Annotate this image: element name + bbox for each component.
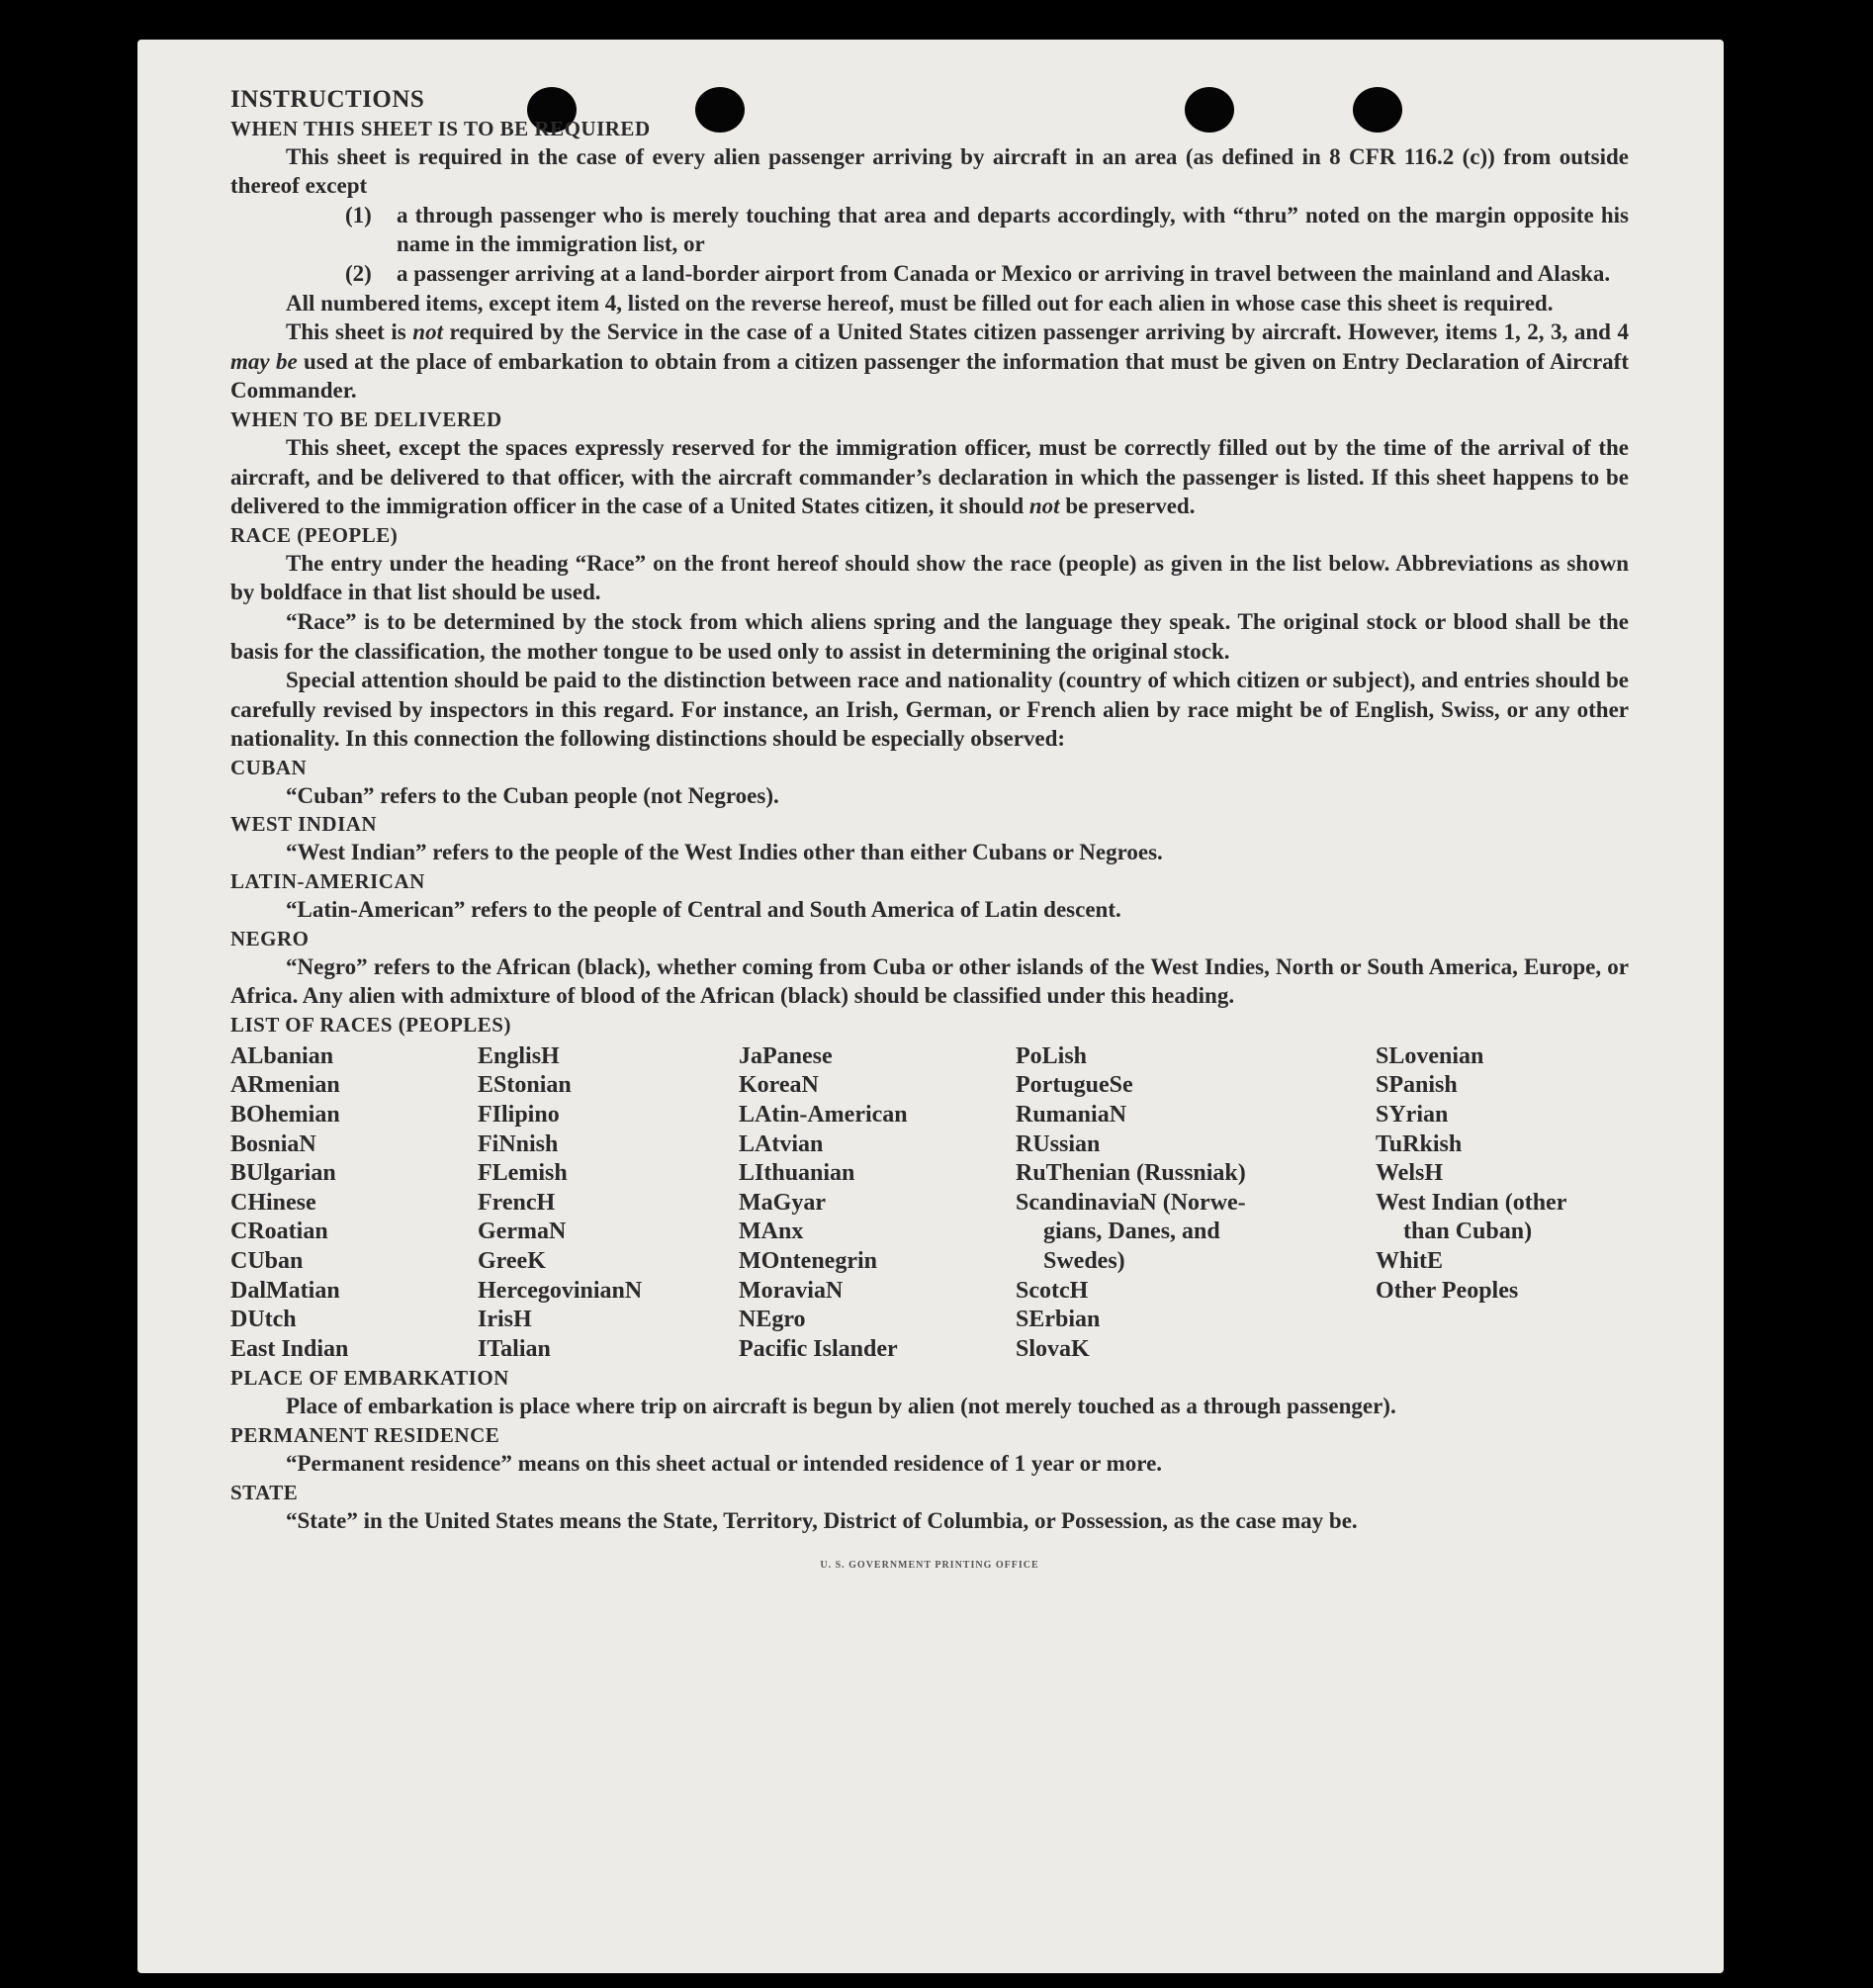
race-entry: DalMatian bbox=[230, 1277, 340, 1304]
race-entry: NEgro bbox=[739, 1307, 806, 1333]
embarkation-text: Place of embarkation is place where trip on aircraft is begun by alien (not merely touched as a through passenger). bbox=[286, 1394, 1396, 1419]
race-entry: KoreaN bbox=[739, 1072, 819, 1099]
race-entry: IrisH bbox=[478, 1307, 532, 1333]
race-entry: LAtvian bbox=[739, 1130, 824, 1157]
race-entry: BosniaN bbox=[230, 1130, 316, 1157]
race-entry: MOntenegrin bbox=[739, 1248, 877, 1274]
race-entry: Other Peoples bbox=[1376, 1277, 1519, 1304]
instructions-body bbox=[230, 85, 1629, 1581]
race-entry: EStonian bbox=[478, 1072, 572, 1099]
race-entry: CUban bbox=[230, 1248, 304, 1274]
race-entry: SLovenian bbox=[1376, 1042, 1484, 1069]
race-entry: WhitE bbox=[1376, 1248, 1444, 1274]
race-entry: LAtin-American bbox=[739, 1102, 908, 1129]
race-entry: SErbian bbox=[1016, 1307, 1101, 1333]
state-text: “State” in the United States means the State, Territory, District of Columbia, or Possession, as the case may be. bbox=[286, 1507, 1358, 1533]
distinction-text: “Latin-American” refers to the people of Central and South America of Latin descent. bbox=[286, 897, 1121, 923]
race-entry: EnglisH bbox=[478, 1042, 560, 1069]
race-entry: TuRkish bbox=[1376, 1130, 1463, 1157]
race-entry: than Cuban) bbox=[1403, 1219, 1533, 1245]
exception-item bbox=[345, 201, 1629, 259]
race-entry: West Indian (other bbox=[1376, 1189, 1567, 1216]
race-entry: GermaN bbox=[478, 1219, 567, 1245]
exception-text: a through passenger who is merely touching that area and departs accordingly, with “thru” noted on the margin opposite his name in the immigration list, or bbox=[397, 202, 1629, 257]
race-entry: East Indian bbox=[230, 1335, 349, 1362]
race-entry: FIlipino bbox=[478, 1102, 560, 1129]
race-entry: RUssian bbox=[1016, 1130, 1101, 1157]
distinction-text: “West Indian” refers to the people of the West Indies other than either Cubans or Negroes. bbox=[286, 840, 1163, 865]
race-paragraph: The entry under the heading “Race” on the front hereof should show the race (people) as given in the list below. Abbreviations as shown by boldface in that list should be used. bbox=[230, 550, 1629, 605]
section-heading: WHEN TO BE DELIVERED bbox=[230, 407, 502, 431]
race-entry: CHinese bbox=[230, 1189, 316, 1216]
exception-number: (2) bbox=[345, 260, 372, 286]
race-entry: MoraviaN bbox=[739, 1277, 844, 1304]
race-entry: ALbanian bbox=[230, 1042, 334, 1069]
items-paragraph: All numbered items, except item 4, listed on the reverse hereof, must be filled out for each alien in whose case this sheet is required. bbox=[286, 290, 1554, 316]
race-entry: PoLish bbox=[1016, 1042, 1088, 1069]
citizen-paragraph: This sheet is not required by the Service in the case of a United States citizen passenger arriving by aircraft. However, items 1, 2, 3, and 4 may be used at the place of embarkation to obtain from a citizen passenger the information that must be given on Entry Declaration of Aircraft Commander. bbox=[230, 319, 1629, 404]
races-column bbox=[230, 1042, 478, 1365]
document-sheet bbox=[137, 40, 1724, 1973]
race-entry: Swedes) bbox=[1043, 1248, 1125, 1274]
race-entry: BUlgarian bbox=[230, 1160, 336, 1187]
race-entry: FrencH bbox=[478, 1189, 556, 1216]
race-entry: LIthuanian bbox=[739, 1160, 855, 1187]
race-paragraph: “Race” is to be determined by the stock from which aliens spring and the language they speak. The original stock or blood shall be the basis for the classification, the mother tongue to be used only to assist in determining the original stock. bbox=[230, 608, 1629, 664]
section-heading: LIST OF RACES (PEOPLES) bbox=[230, 1012, 511, 1037]
races-column bbox=[739, 1042, 1016, 1365]
race-entry: RuThenian (Russniak) bbox=[1016, 1160, 1246, 1187]
race-entry: FiNnish bbox=[478, 1130, 559, 1157]
section-heading: PERMANENT RESIDENCE bbox=[230, 1422, 500, 1447]
section-heading: STATE bbox=[230, 1480, 299, 1504]
race-entry: ScotcH bbox=[1016, 1277, 1089, 1304]
distinction-text: “Negro” refers to the African (black), whether coming from Cuba or other islands of the West Indies, North or South America, Europe, or Africa. Any alien with admixture of blood of the African (black) should be classified under this heading. bbox=[230, 953, 1629, 1009]
race-entry: BOhemian bbox=[230, 1102, 340, 1129]
race-entry: SlovaK bbox=[1016, 1335, 1090, 1362]
races-column bbox=[478, 1042, 739, 1365]
residence-text: “Permanent residence” means on this sheet actual or intended residence of 1 year or more. bbox=[286, 1450, 1163, 1476]
race-entry: SPanish bbox=[1376, 1072, 1458, 1099]
race-entry: PortugueSe bbox=[1016, 1072, 1133, 1099]
intro-paragraph: This sheet is required in the case of every alien passenger arriving by aircraft in an area (as defined in 8 CFR 116.2 (c)) from outside thereof except bbox=[230, 143, 1629, 199]
section-heading: RACE (PEOPLE) bbox=[230, 522, 399, 547]
page-title: INSTRUCTIONS bbox=[230, 86, 425, 113]
race-entry: JaPanese bbox=[739, 1042, 833, 1069]
race-entry: Pacific Islander bbox=[739, 1335, 898, 1362]
race-entry: ARmenian bbox=[230, 1072, 340, 1099]
race-entry: SYrian bbox=[1376, 1102, 1449, 1129]
exception-text: a passenger arriving at a land-border airport from Canada or Mexico or arriving in travel between the mainland and Alaska. bbox=[397, 260, 1611, 286]
section-heading: WEST INDIAN bbox=[230, 812, 378, 837]
exception-number: (1) bbox=[345, 202, 372, 227]
race-entry: gians, Danes, and bbox=[1043, 1219, 1220, 1245]
distinction-text: “Cuban” refers to the Cuban people (not Negroes). bbox=[286, 782, 779, 808]
race-entry: HercegovinianN bbox=[478, 1277, 643, 1304]
race-entry: GreeK bbox=[478, 1248, 546, 1274]
race-paragraph: Special attention should be paid to the distinction between race and nationality (country of which citizen or subject), and entries should be carefully revised by inspectors in this regard. For instance, an Irish, German, or French alien by race might be of English, Swiss, or any other nationality. In this connection the following distinctions should be especially observed: bbox=[230, 668, 1629, 752]
section-heading: LATIN-AMERICAN bbox=[230, 869, 425, 894]
race-entry: ITalian bbox=[478, 1335, 551, 1362]
section-heading: CUBAN bbox=[230, 755, 308, 779]
races-column bbox=[1376, 1042, 1629, 1365]
races-list bbox=[230, 1042, 1629, 1365]
page-subtitle: WHEN THIS SHEET IS TO BE REQUIRED bbox=[230, 116, 651, 140]
race-entry: WelsH bbox=[1376, 1160, 1444, 1187]
race-entry: ScandinaviaN (Norwe- bbox=[1016, 1189, 1246, 1216]
delivery-paragraph: This sheet, except the spaces expressly reserved for the immigration officer, must be correctly filled out by the time of the arrival of the aircraft, and be delivered to that officer, with the aircraft commander’s declaration in which the passenger is listed. If this sheet happens to be delivered to the immigration officer in the case of a United States citizen, it should not be preserved. bbox=[230, 434, 1629, 519]
section-heading: NEGRO bbox=[230, 926, 310, 950]
exception-item bbox=[345, 259, 1629, 289]
printer-imprint: U. S. GOVERNMENT PRINTING OFFICE bbox=[820, 1560, 1039, 1572]
races-column bbox=[1016, 1042, 1376, 1365]
section-heading: PLACE OF EMBARKATION bbox=[230, 1366, 509, 1391]
race-entry: RumaniaN bbox=[1016, 1102, 1127, 1129]
race-entry: MAnx bbox=[739, 1219, 804, 1245]
race-entry: DUtch bbox=[230, 1307, 297, 1333]
race-entry: FLemish bbox=[478, 1160, 568, 1187]
race-entry: CRoatian bbox=[230, 1219, 328, 1245]
race-entry: MaGyar bbox=[739, 1189, 826, 1216]
